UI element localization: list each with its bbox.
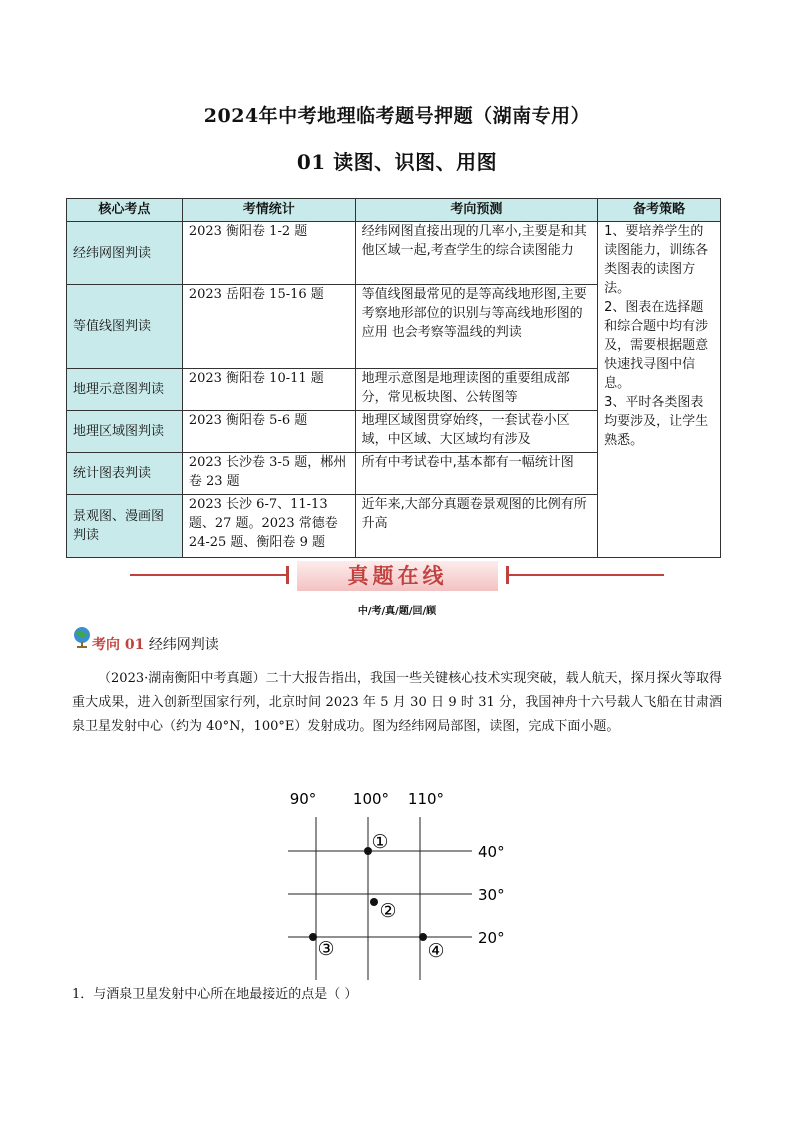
section-name: 经纬网判读 [148, 637, 219, 653]
longitude-label: 90° [289, 790, 317, 808]
latitude-label: 40° [478, 843, 505, 861]
strategy-cell [598, 222, 721, 558]
core-point-cell: 等值线图判读 [67, 285, 183, 369]
core-point-cell: 地理示意图判读 [67, 369, 183, 411]
latitude-label: 20° [478, 929, 505, 947]
exam-overview-table [66, 198, 721, 558]
table-row [67, 222, 721, 285]
prediction-cell: 近年来,大部分真题卷景观图的比例有所升高 [355, 495, 598, 558]
question-1: 1．与酒泉卫星发射中心所在地最接近的点是（ ） [72, 987, 358, 1002]
table-header: 考情统计 [182, 199, 355, 222]
point-4-label: ④ [427, 940, 445, 962]
core-point-cell: 景观图、漫画图判读 [67, 495, 183, 558]
point-2-label: ② [379, 900, 397, 922]
page-subtitle: 01 读图、识图、用图 [296, 150, 498, 174]
stats-cell: 2023 衡阳卷 5-6 题 [182, 411, 355, 453]
banner-title: 真题在线 [297, 561, 498, 591]
core-point-cell: 统计图表判读 [67, 453, 183, 495]
prediction-cell: 地理示意图是地理读图的重要组成部分，常见板块图、公转图等 [355, 369, 598, 411]
stats-cell: 2023 岳阳卷 15-16 题 [182, 285, 355, 369]
table-header: 核心考点 [67, 199, 183, 222]
prediction-cell: 经纬网图直接出现的几率小,主要是和其他区域一起,考查学生的综合读图能力 [355, 222, 598, 285]
prediction-cell: 等值线图最常见的是等高线地形图,主要考察地形部位的识别与等高线地形图的应用 也会考察等温线的判读 [355, 285, 598, 369]
lat-long-grid-map [270, 780, 510, 980]
core-point-cell: 地理区域图判读 [67, 411, 183, 453]
prediction-cell: 地理区域图贯穿始终，一套试卷小区域，中区域、大区域均有涉及 [355, 411, 598, 453]
point-1-label: ① [371, 831, 389, 853]
section-heading [72, 634, 219, 654]
question-stem: （2023·湖南衡阳中考真题）二十大报告指出，我国一些关键核心技术实现突破，载人航天，探月探火等取得重大成果，进入创新型国家行列，北京时间 2023 年 5 月 30 日 9 时 31 分，我国神舟十六号载人飞船在甘肃酒泉卫星发射中心（约为 40°N，100°E）发射成功。图为经纬网局部图，读图，完成下面小题。 [72, 671, 722, 734]
strategy-text: 1、要培养学生的读图能力，训练各类图表的读图方法。 2、图表在选择题和综合题中均有涉及，需要根据题意快速找寻图中信息。 3、平时各类图表均要涉及，让学生熟悉。 [604, 224, 709, 448]
core-point-cell: 经纬网图判读 [67, 222, 183, 285]
table-header: 备考策略 [598, 199, 721, 222]
table-header: 考向预测 [355, 199, 598, 222]
banner-subtitle: 中/考/真/题/回/顾 [357, 606, 437, 617]
stats-cell: 2023 衡阳卷 1-2 题 [182, 222, 355, 285]
prediction-cell: 所有中考试卷中,基本都有一幅统计图 [355, 453, 598, 495]
point-3-label: ③ [317, 938, 335, 960]
banner-left-tick [286, 566, 289, 584]
longitude-label: 110° [407, 790, 445, 808]
stats-cell: 2023 衡阳卷 10-11 题 [182, 369, 355, 411]
point-3-dot [309, 933, 317, 941]
longitude-label: 100° [352, 790, 390, 808]
banner-left-line [130, 574, 287, 576]
banner-right-line [509, 574, 664, 576]
table-header-row [67, 199, 721, 222]
point-4-dot [419, 933, 427, 941]
section-tag: 考向 01 [92, 637, 145, 653]
latitude-label: 30° [478, 886, 505, 904]
stats-cell: 2023 长沙卷 3-5 题，郴州卷 23 题 [182, 453, 355, 495]
stats-cell: 2023 长沙 6-7、11-13 题、27 题。2023 常德卷 24-25 题、衡阳卷 9 题 [182, 495, 355, 558]
page-title: 2024年中考地理临考题号押题（湖南专用） [203, 105, 591, 127]
point-2-dot [370, 898, 378, 906]
